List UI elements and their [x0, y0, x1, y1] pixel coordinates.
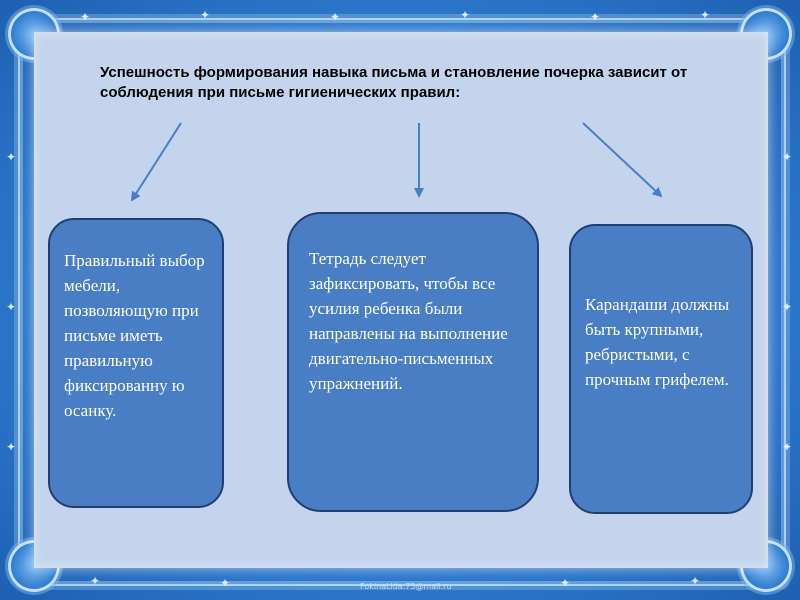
- star-icon: ✦: [220, 576, 231, 590]
- star-icon: ✦: [6, 150, 17, 164]
- star-icon: ✦: [330, 10, 341, 24]
- pencil-rule-box: Карандаши должны быть крупными, ребристыми, с прочным грифелем.: [569, 224, 753, 514]
- star-icon: ✦: [460, 8, 471, 22]
- star-icon: ✦: [690, 574, 701, 588]
- star-icon: ✦: [200, 8, 211, 22]
- star-icon: ✦: [80, 10, 91, 24]
- star-icon: ✦: [560, 576, 571, 590]
- star-icon: ✦: [782, 150, 793, 164]
- star-icon: ✦: [782, 440, 793, 454]
- star-icon: ✦: [90, 574, 101, 588]
- star-icon: ✦: [700, 8, 711, 22]
- footer-email: FokinaLida.75@mail.ru: [360, 582, 452, 591]
- star-icon: ✦: [6, 300, 17, 314]
- furniture-rule-box: Правильный выбор мебели, позволяющую при письме иметь правильную фиксированну ю осанку.: [48, 218, 224, 508]
- star-icon: ✦: [6, 440, 17, 454]
- star-icon: ✦: [782, 300, 793, 314]
- star-icon: ✦: [590, 10, 601, 24]
- notebook-rule-box: Тетрадь следует зафиксировать, чтобы все усилия ребенка были направлены на выполнение двигательно-письменных упражнений.: [287, 212, 539, 512]
- slide-heading: Успешность формирования навыка письма и становление почерка зависит от соблюдения при письме гигиенических правил:: [100, 64, 688, 101]
